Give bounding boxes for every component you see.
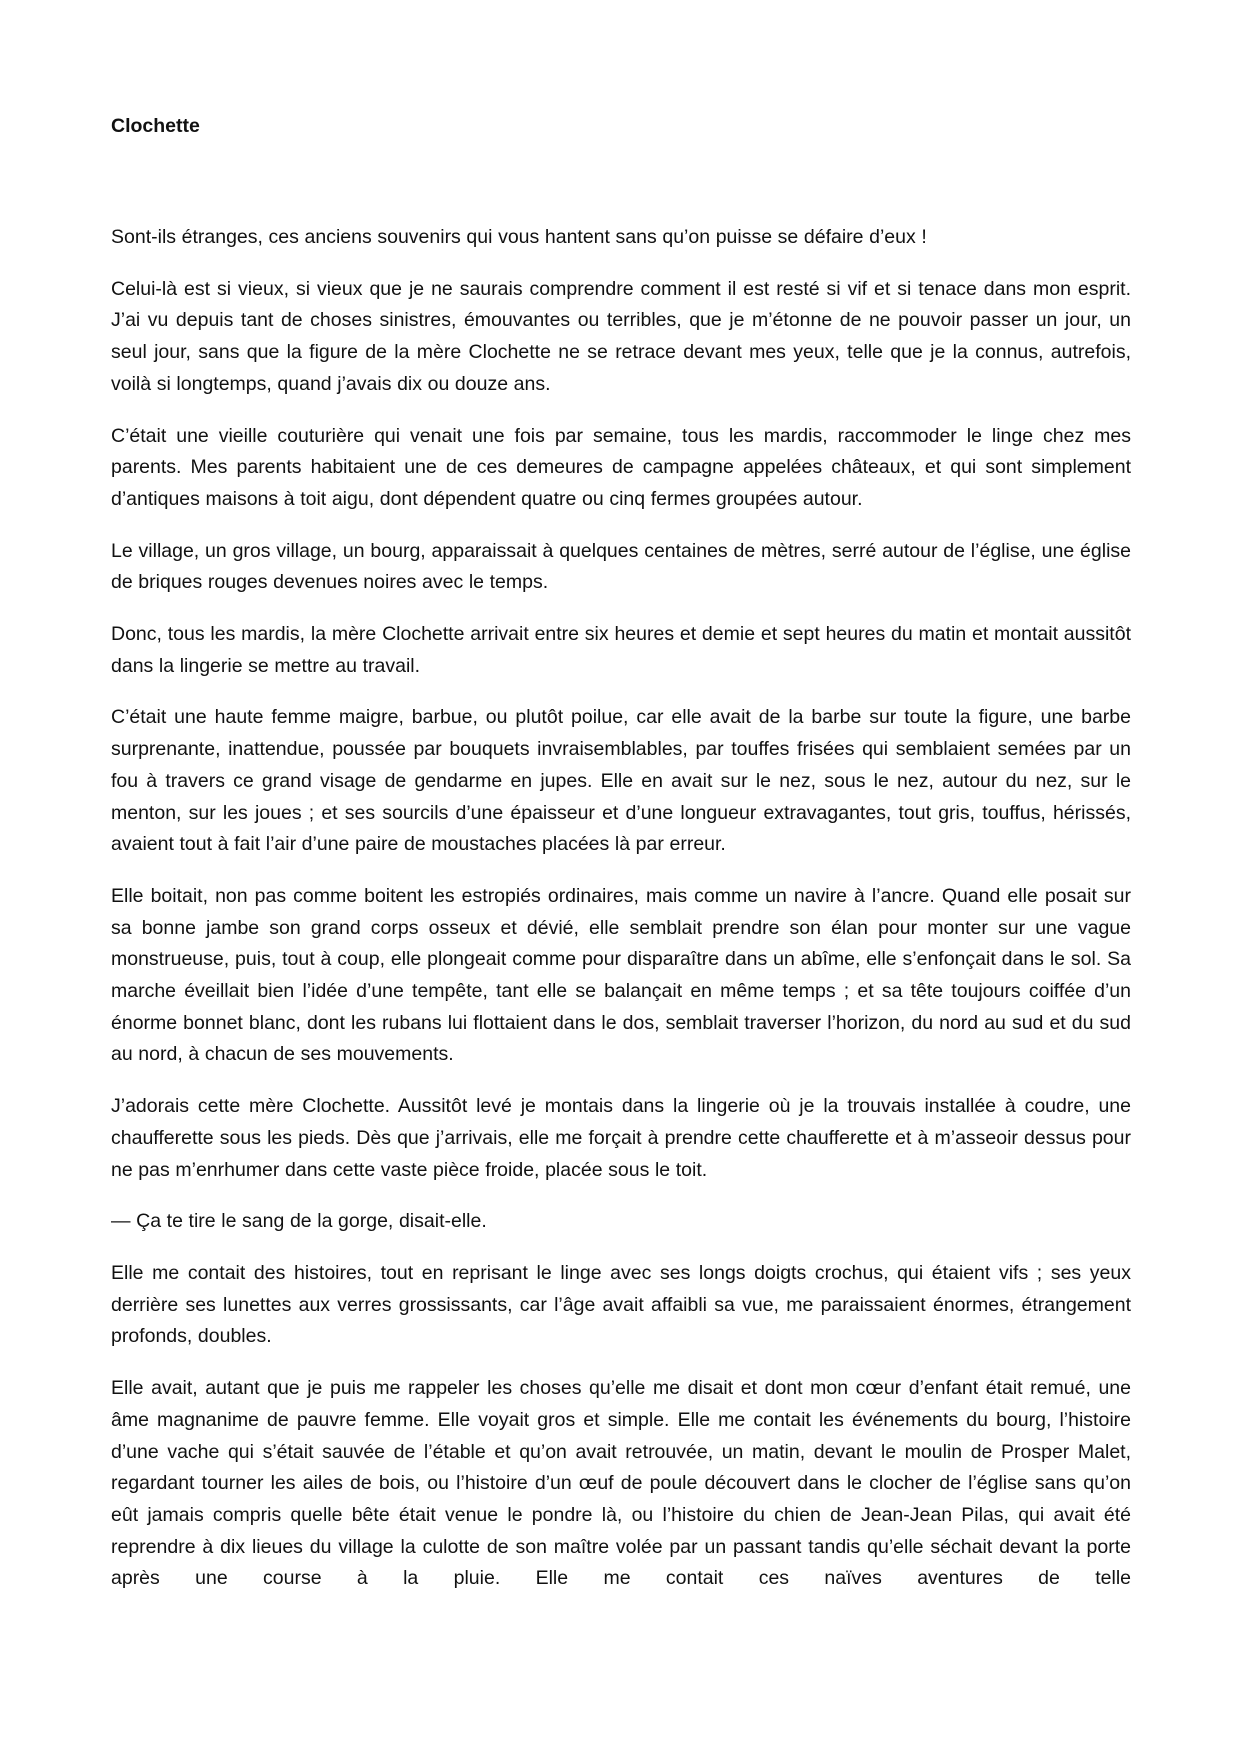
paragraph: J’adorais cette mère Clochette. Aussitôt levé je montais dans la lingerie où je la trouvais installée à coudre, une chaufferette sous les pieds. Dès que j’arrivais, elle me forçait à prendre cette chaufferette et à m’asseoir dessus pour ne pas m’enrhumer dans cette vaste pièce froide, placée sous le toit.: [111, 1095, 1131, 1181]
paragraph: Elle avait, autant que je puis me rappeler les choses qu’elle me disait et dont mon cœur d’enfant était remué, une âme magnanime de pauvre femme. Elle voyait gros et simple. Elle me contait les événements du bourg, l’histoire d’une vache qui s’était sauvée de l’étable et qu’on avait retrouvée, un matin, devant le moulin de Prosper Malet, regardant tourner les ailes de bois, ou l’histoire d’un œuf de poule découvert dans le clocher de l’église sans qu’on eût jamais compris quelle bête était venue le pondre là, ou l’histoire du chien de Jean-Jean Pilas, qui avait été reprendre à dix lieues du village la culotte de son maître volée par un passant tandis qu’elle séchait devant la porte après une course à la pluie. Elle me contait ces naïves aventures de telle: [111, 1377, 1131, 1590]
dialogue-line: — Ça te tire le sang de la gorge, disait-elle.: [111, 1210, 487, 1233]
paragraph: Celui-là est si vieux, si vieux que je ne saurais comprendre comment il est resté si vif et si tenace dans mon esprit. J’ai vu depuis tant de choses sinistres, émouvantes ou terribles, que je m’étonne de ne pouvoir passer un jour, un seul jour, sans que la figure de la mère Clochette ne se retrace devant mes yeux, telle que je la connus, autrefois, voilà si longtemps, quand j’avais dix ou douze ans.: [111, 277, 1131, 395]
paragraph: Elle me contait des histoires, tout en reprisant le linge avec ses longs doigts crochus, qui étaient vifs ; ses yeux derrière ses lunettes aux verres grossissants, car l’âge avait affaibli sa vue, me paraissaient énormes, étrangement profonds, doubles.: [111, 1261, 1131, 1348]
paragraph: C’était une vieille couturière qui venait une fois par semaine, tous les mardis, raccommoder le linge chez mes parents. Mes parents habitaient une de ces demeures de campagne appelées châteaux, et qui sont simplement d’antiques maisons à toit aigu, dont dépendent quatre ou cinq fermes groupées autour.: [111, 424, 1131, 510]
paragraph: Donc, tous les mardis, la mère Clochette arrivait entre six heures et demie et sept heures du matin et montait aussitôt dans la lingerie se mettre au travail.: [111, 623, 1131, 677]
document-title: Clochette: [111, 115, 200, 137]
paragraph: Sont-ils étranges, ces anciens souvenirs qui vous hantent sans qu’on puisse se défaire d’eux !: [111, 226, 927, 248]
paragraph: Elle boitait, non pas comme boitent les estropiés ordinaires, mais comme un navire à l’ancre. Quand elle posait sur sa bonne jambe son grand corps osseux et dévié, elle semblait prendre son élan pour monter sur une vague monstrueuse, puis, tout à coup, elle plongeait comme pour disparaître dans un abîme, elle s’enfonçait dans le sol. Sa marche éveillait bien l’idée d’une tempête, tant elle se balançait en même temps ; et sa tête toujours coiffée d’un énorme bonnet blanc, dont les rubans lui flottaient dans le dos, semblait traverser l’horizon, du nord au sud et du sud au nord, à chacun de ses mouvements.: [111, 884, 1131, 1066]
paragraph: C’était une haute femme maigre, barbue, ou plutôt poilue, car elle avait de la barbe sur toute la figure, une barbe surprenante, inattendue, poussée par bouquets invraisemblables, par touffes frisées qui semblaient semées par un fou à travers ce grand visage de gendarme en jupes. Elle en avait sur le nez, sous le nez, autour du nez, sur le menton, sur les joues ; et ses sourcils d’une épaisseur et d’une longueur extravagantes, tout gris, touffus, hérissés, avaient tout à fait l’air d’une paire de moustaches placées là par erreur.: [111, 706, 1131, 856]
document-body: [111, 110, 1131, 1595]
paragraph: Le village, un gros village, un bourg, apparaissait à quelques centaines de mètres, serré autour de l’église, une église de briques rouges devenues noires avec le temps.: [111, 539, 1131, 594]
